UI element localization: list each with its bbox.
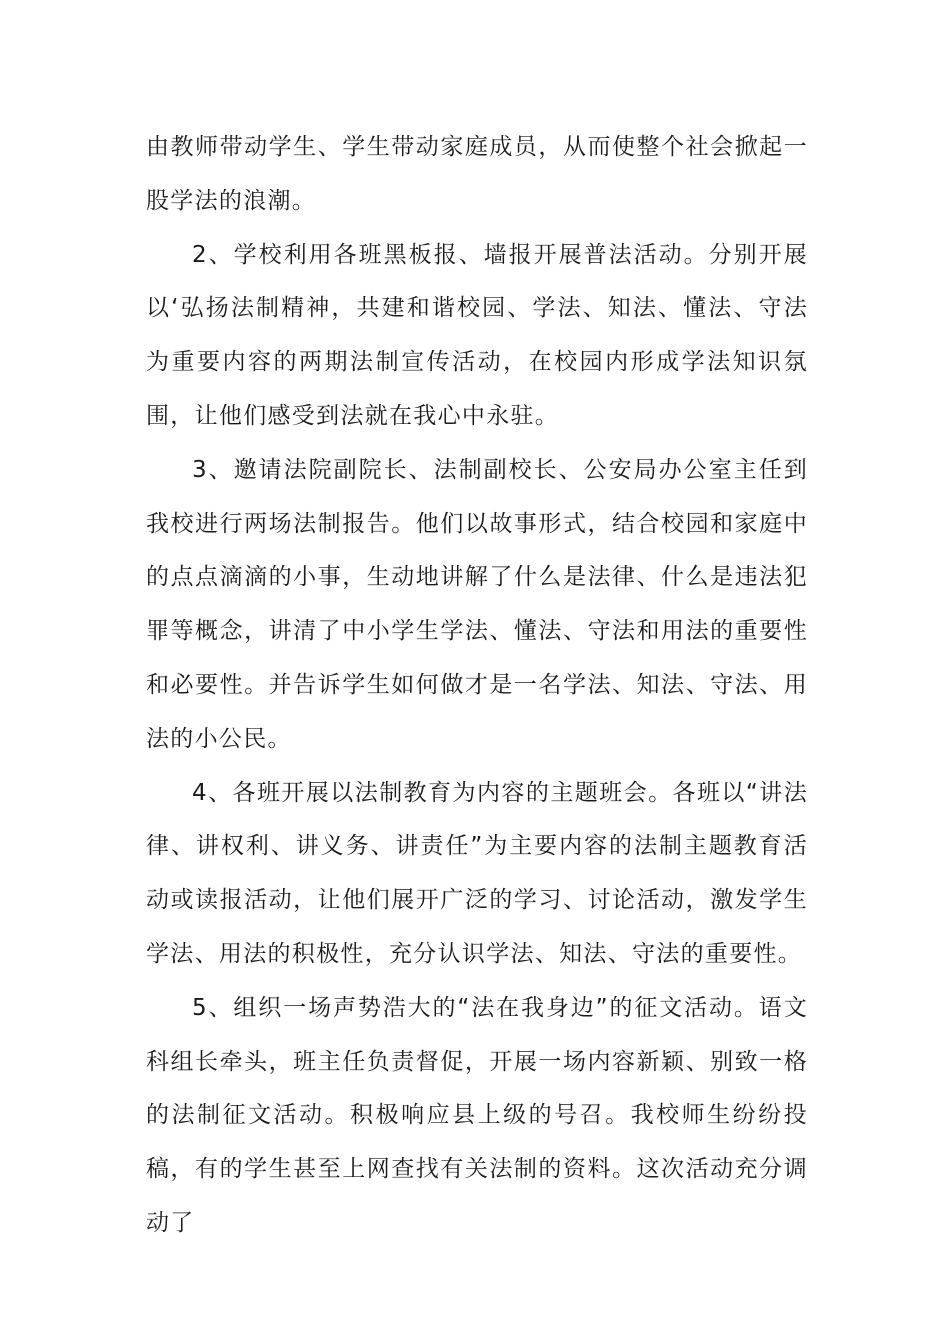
- paragraph-continuation: 由教师带动学生、学生带动家庭成员，从而使整个社会掀起一股学法的浪潮。: [146, 134, 808, 214]
- document-body: [146, 121, 808, 1251]
- paragraph-item-2: 2、学校利用各班黑板报、墙报开展普法活动。分别开展以‘弘扬法制精神，共建和谐校园、学法、知法、懂法、守法为重要内容的两期法制宣传活动，在校园内形成学法知识氛围，让他们感受到法就在我心中永驻。: [146, 241, 808, 429]
- paragraph-item-5: 5、组织一场声势浩大的“法在我身边”的征文活动。语文科组长牵头，班主任负责督促，开展一场内容新颖、别致一格的法制征文活动。积极响应县上级的号召。我校师生纷纷投稿，有的学生甚至上网查找有关法制的资料。这次活动充分调动了: [146, 994, 808, 1236]
- paragraph-item-4: 4、各班开展以法制教育为内容的主题班会。各班以“讲法律、讲权利、讲义务、讲责任”为主要内容的法制主题教育活动或读报活动，让他们展开广泛的学习、讨论活动，激发学生学法、用法的积极性，充分认识学法、知法、守法的重要性。: [146, 779, 808, 967]
- paragraph-item-3: 3、邀请法院副院长、法制副校长、公安局办公室主任到我校进行两场法制报告。他们以故事形式，结合校园和家庭中的点点滴滴的小事，生动地讲解了什么是法律、什么是违法犯罪等概念，讲清了中小学生学法、懂法、守法和用法的重要性和必要性。并告诉学生如何做才是一名学法、知法、守法、用法的小公民。: [146, 456, 808, 752]
